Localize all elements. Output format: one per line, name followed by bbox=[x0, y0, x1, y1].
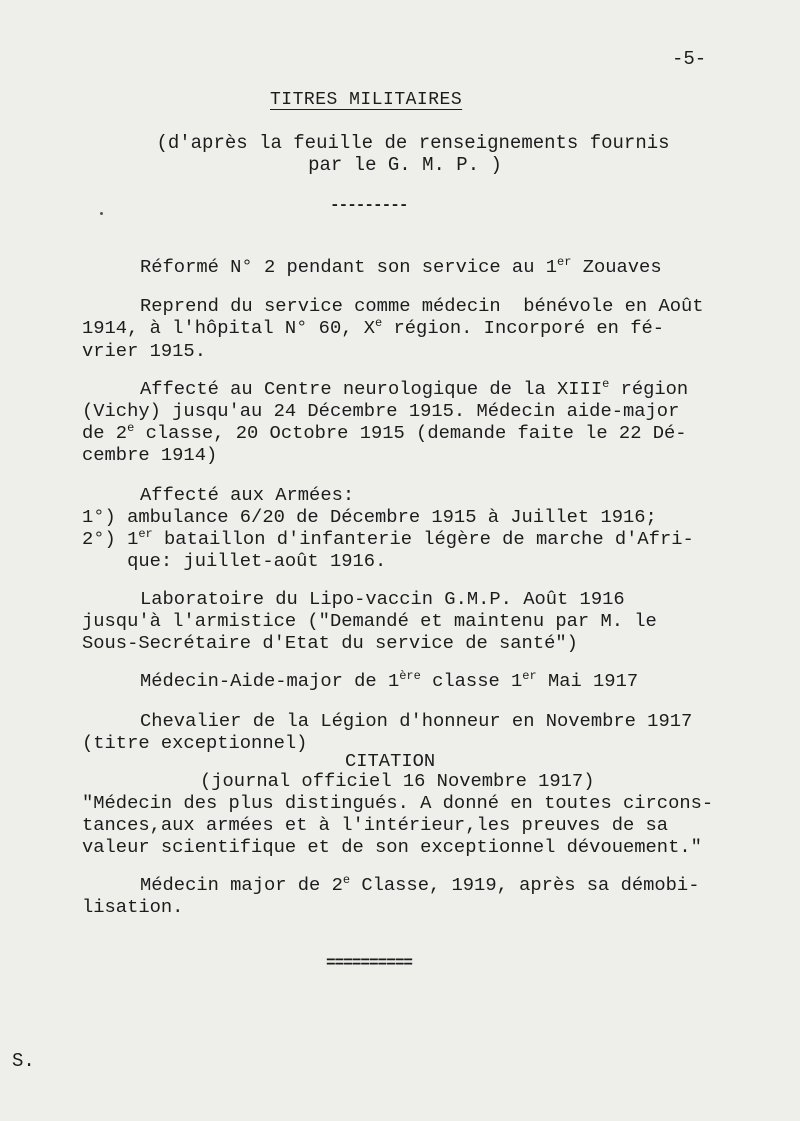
text: de 2 bbox=[82, 422, 128, 444]
text: classe, 20 Octobre 1915 (demande faite le 22 Dé- bbox=[134, 422, 687, 444]
laboratoire-line-2: jusqu'à l'armistice ("Demandé et maintenu par M. le bbox=[82, 610, 657, 632]
superscript: e bbox=[375, 316, 383, 330]
top-separator: --------- bbox=[330, 196, 408, 214]
page-title: TITRES MILITAIRES bbox=[270, 90, 463, 110]
citation-line-2: tances,aux armées et à l'intérieur,les preuves de sa bbox=[82, 814, 669, 836]
major-line-1 bbox=[140, 874, 699, 896]
reprend-line-1: Reprend du service comme médecin bénévole en Août bbox=[140, 295, 704, 317]
text: 2°) 1 bbox=[82, 528, 139, 550]
bottom-separator: ========== bbox=[326, 954, 413, 972]
citation-heading: CITATION bbox=[345, 750, 436, 772]
text: Réformé N° 2 pendant son service au 1 bbox=[140, 256, 558, 278]
page-number: -5- bbox=[672, 48, 707, 70]
centre-line-4: cembre 1914) bbox=[82, 444, 218, 466]
text: Classe, 1919, après sa démobi- bbox=[350, 874, 700, 896]
chevalier-line-1: Chevalier de la Légion d'honneur en Novembre 1917 bbox=[140, 710, 693, 732]
laboratoire-line-1: Laboratoire du Lipo-vaccin G.M.P. Août 1916 bbox=[140, 588, 625, 610]
armees-line-4: que: juillet-août 1916. bbox=[82, 550, 387, 572]
armees-line-3 bbox=[82, 528, 694, 550]
text: région bbox=[609, 378, 689, 400]
superscript: ère bbox=[399, 669, 421, 683]
subtitle-line-1: (d'après la feuille de renseignements fournis bbox=[156, 132, 670, 154]
citation-journal: (journal officiel 16 Novembre 1917) bbox=[200, 770, 595, 792]
text: Affecté au Centre neurologique de la XIII bbox=[140, 378, 603, 400]
laboratoire-line-3: Sous-Secrétaire d'Etat du service de santé") bbox=[82, 632, 578, 654]
reprend-line-3: vrier 1915. bbox=[82, 340, 206, 362]
text: classe 1 bbox=[420, 670, 523, 692]
text: région. Incorporé en fé- bbox=[382, 317, 665, 339]
text: Médecin major de 2 bbox=[140, 874, 343, 896]
superscript: e bbox=[127, 421, 135, 435]
chevalier-line-2: (titre exceptionnel) bbox=[82, 732, 308, 754]
text: Médecin-Aide-major de 1 bbox=[140, 670, 400, 692]
text: Mai 1917 bbox=[536, 670, 639, 692]
superscript: er bbox=[138, 527, 153, 541]
citation-line-1: "Médecin des plus distingués. A donné en toutes circons- bbox=[82, 792, 714, 814]
centre-line-1 bbox=[140, 378, 688, 400]
citation-line-3: valeur scientifique et de son exceptionnel dévouement." bbox=[82, 836, 702, 858]
armees-line-1: Affecté aux Armées: bbox=[140, 484, 355, 506]
text: 1914, à l'hôpital N° 60, X bbox=[82, 317, 376, 339]
speck-mark bbox=[100, 212, 103, 215]
text: bataillon d'infanterie légère de marche d'Afri- bbox=[152, 528, 694, 550]
aide-major-line bbox=[140, 670, 638, 692]
subtitle-line-2: par le G. M. P. ) bbox=[308, 154, 502, 176]
reforme-line bbox=[140, 256, 662, 278]
armees-line-2: 1°) ambulance 6/20 de Décembre 1915 à Juillet 1916; bbox=[82, 506, 657, 528]
superscript: er bbox=[522, 669, 537, 683]
superscript: er bbox=[557, 255, 572, 269]
centre-line-3 bbox=[82, 422, 687, 444]
text: Zouaves bbox=[571, 256, 662, 278]
superscript: e bbox=[342, 873, 351, 887]
corner-mark: S. bbox=[12, 1050, 35, 1072]
centre-line-2: (Vichy) jusqu'au 24 Décembre 1915. Médecin aide-major bbox=[82, 400, 680, 422]
superscript: e bbox=[602, 377, 610, 391]
major-line-2: lisation. bbox=[82, 896, 184, 918]
reprend-line-2 bbox=[82, 317, 664, 339]
